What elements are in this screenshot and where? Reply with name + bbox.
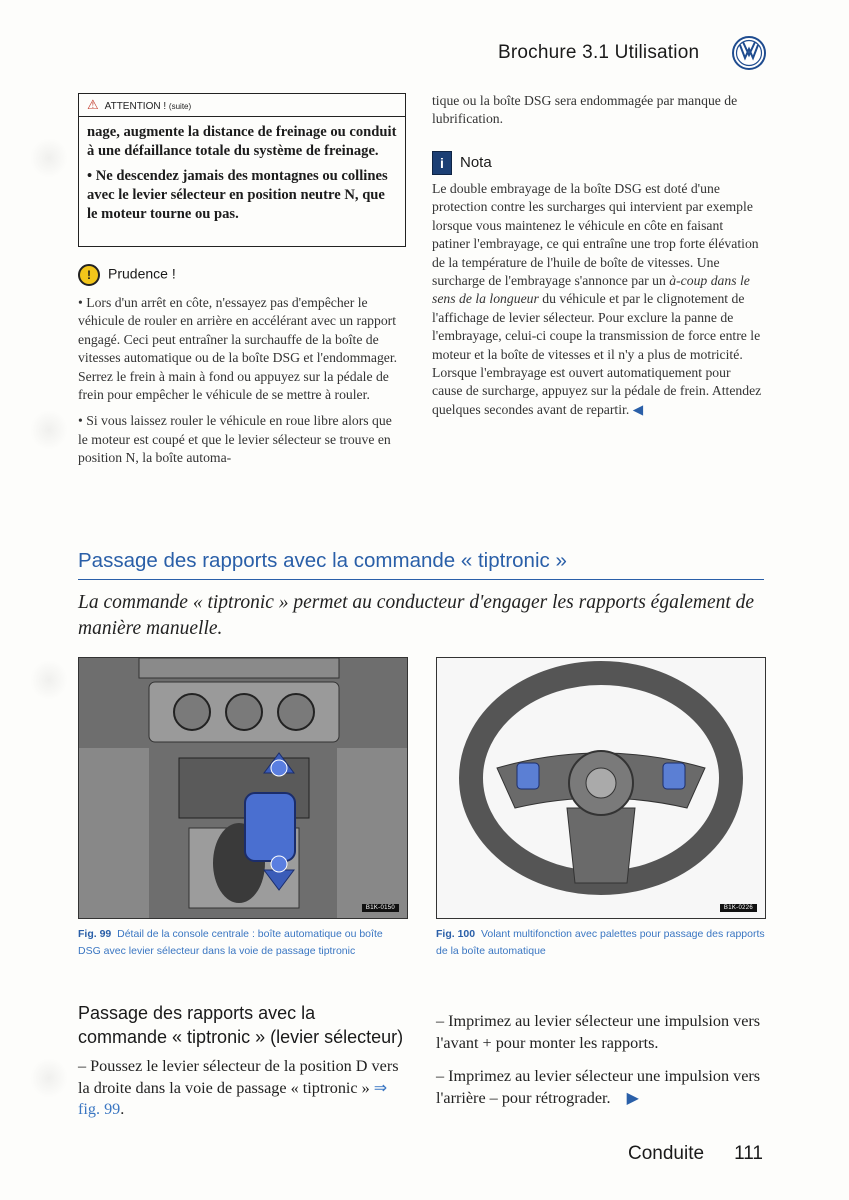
page-header-title: Brochure 3.1 Utilisation	[498, 42, 700, 63]
figure-99-code: B1K-0150	[362, 904, 399, 912]
nota-text-italic: à-coup dans le sens de la longueur	[432, 273, 750, 307]
figure-99-label: Fig. 99	[78, 928, 112, 940]
step-1-text: – Poussez le levier sélecteur de la position D vers la droite dans la voie de passage « tiptronic »	[78, 1057, 399, 1097]
warning-label: ATTENTION !	[104, 101, 167, 112]
prudence-continuation: tique ou la boîte DSG sera endommagée par manque de lubrification.	[432, 93, 738, 127]
figure-100-label: Fig. 100	[436, 928, 476, 940]
step-2: – Imprimez au levier sélecteur une impulsion vers l'avant + pour monter les rapports.	[436, 1012, 761, 1052]
info-icon: i	[432, 151, 452, 175]
warning-label-suffix: (suite)	[168, 102, 192, 111]
nota-heading	[432, 151, 492, 175]
figure-99-caption	[78, 926, 406, 959]
footer-section: Conduite	[628, 1143, 705, 1164]
warning-header	[79, 94, 405, 117]
figure-100-wheel-image	[436, 657, 766, 919]
steering-wheel-illustration	[437, 658, 765, 918]
section-intro: La commande « tiptronic » permet au conducteur d'engager les rapports également de manière manuelle.	[78, 592, 755, 639]
prudence-heading	[78, 264, 176, 286]
step-3	[436, 1066, 766, 1109]
warning-box	[78, 93, 406, 247]
step-1-end: .	[120, 1100, 125, 1118]
subsection-title: Passage des rapports avec la commande « tiptronic » (levier sélecteur)	[78, 1003, 404, 1047]
nota-title: Nota	[460, 153, 492, 171]
steps-column-2	[436, 1011, 766, 1109]
vw-logo-icon	[732, 36, 766, 70]
warning-paragraph-1: nage, augmente la distance de freinage ou conduit à une défaillance totale du système de freinage.	[87, 124, 397, 159]
figure-100-caption-text: Volant multifonction avec palettes pour passage des rapports de la boîte automatique	[436, 928, 765, 957]
nota-text	[432, 180, 762, 419]
prudence-paragraph-2: • Si vous laissez rouler le véhicule en roue libre alors que le moteur est coupé et que le levier sélecteur se trouve en position N, la boîte automa-	[78, 413, 392, 466]
figure-99-console-image	[78, 657, 408, 919]
nota-text-before: Le double embrayage de la boîte DSG est doté d'une protection contre les surcharges qui intervient par exemple lorsque vous maintenez le véhicule en côte en faisant patiner l'embrayage, ce qui entraîne une trop forte élévation de la température de l'huile de boîte de vitesses. Une surcharge de l'embrayage s'annonce par un	[432, 181, 759, 289]
step-1	[78, 1056, 408, 1121]
step-3-text: – Imprimez au levier sélecteur une impulsion vers l'arrière – pour rétrograder.	[436, 1067, 761, 1107]
figure-99-caption-text: Détail de la console centrale : boîte automatique ou boîte DSG avec levier sélecteur dans la voie de passage tiptronic	[78, 928, 383, 957]
prudence-paragraph-1: • Lors d'un arrêt en côte, n'essayez pas d'empêcher le véhicule de rouler en arrière en accélérant avec un rapport engagé. Ceci peut entraîner la surchauffe de la boîte de vitesses automatique ou de la boîte DSG et l'endommager. Serrez le frein à main à fond ou appuyez sur la pédale de frein pour empêcher le véhicule de se mettre à rouler.	[78, 295, 398, 403]
prudence-text	[78, 294, 404, 468]
warning-triangle-icon: ⚠	[87, 97, 99, 112]
warning-paragraph-2: • Ne descendez jamais des montagnes ou collines avec le levier sélecteur en position neutre N, que le moteur tourne ou pas.	[87, 168, 388, 222]
console-illustration	[79, 658, 407, 918]
prudence-caution-icon: !	[78, 264, 100, 286]
prudence-title: Prudence !	[108, 265, 176, 282]
page-number: 111	[734, 1143, 763, 1164]
continue-arrow-icon: ▶	[626, 1088, 640, 1107]
figure-99-reference-link[interactable]: ⇒ fig. 99	[78, 1078, 388, 1118]
nota-text-after: du véhicule et par le clignotement de l'affichage de levier sélecteur. Pour exclure la panne de l'embrayage, celui-ci coupe la transmission de force entre le moteur et la boîte de vitesses et il n'y a plus de motricité. Lorsque l'embrayage est ouvert automatiquement pour cause de surcharge, appuyez sur la pédale de frein. Attendez quelques secondes avant de repartir.	[432, 291, 762, 417]
section-title: Passage des rapports avec la commande « tiptronic »	[78, 549, 764, 580]
page-footer	[628, 1143, 763, 1165]
figure-100-code: B1K-0226	[720, 904, 757, 912]
figure-100-caption	[436, 926, 766, 959]
end-of-section-arrow-icon: ◀	[632, 401, 644, 417]
